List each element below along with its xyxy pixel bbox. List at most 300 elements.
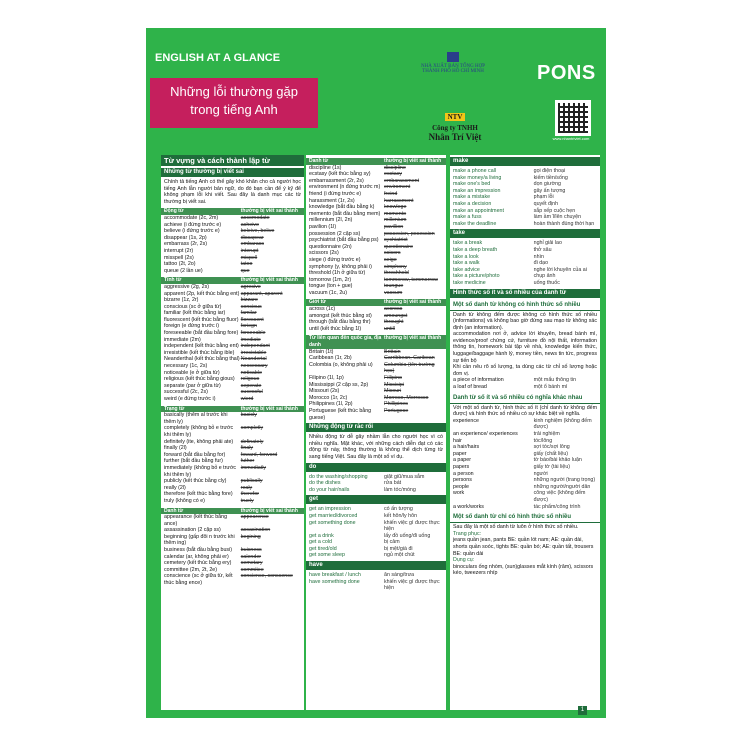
c1-3-correct-spelling: committee (2m, 2t, 2e) bbox=[164, 566, 217, 573]
c1-1-wrong-spelling: foriegn bbox=[240, 323, 257, 330]
series-label: ENGLISH AT A GLANCE bbox=[155, 52, 281, 64]
page-number: 1 bbox=[578, 706, 587, 715]
verb-get-row bbox=[306, 506, 446, 513]
diff-row bbox=[450, 490, 600, 503]
c1-1-table-row bbox=[161, 284, 304, 291]
verb-have-meaning: khiến việc gì được thực hiện bbox=[384, 578, 440, 592]
c2-0-wrong-spelling: seige bbox=[384, 256, 397, 263]
diff-meaning: tờ báo/bài khảo luận bbox=[533, 457, 582, 464]
c2-0-table-row bbox=[306, 178, 446, 185]
take-term: take a deep breath bbox=[453, 246, 498, 253]
take-group bbox=[450, 229, 600, 286]
c2-1-wrong-spelling: amoungst bbox=[384, 312, 408, 319]
c2-0-wrong-spelling: embarassment bbox=[384, 177, 420, 184]
column-3 bbox=[450, 155, 600, 710]
c2-0-wrong-spelling: questionaire bbox=[384, 243, 413, 250]
c1-0-table-row bbox=[161, 215, 304, 222]
unit-meaning: một mẩu thông tin bbox=[533, 377, 577, 384]
c2-2-header-col1: Từ liên quan đến quốc gia, địa danh bbox=[309, 335, 382, 349]
c1-0-table-header bbox=[161, 208, 304, 215]
c1-0-table-row bbox=[161, 255, 304, 262]
c2-0-wrong-spelling: tommorow, tommorrow bbox=[384, 276, 438, 283]
c1-2-correct-spelling: definitely (ite, không phải ate) bbox=[164, 438, 234, 445]
c1-0-wrong-spelling: acheive bbox=[240, 221, 259, 228]
verb-do-meaning: giặt giũ/mua sắm bbox=[384, 473, 425, 480]
make-term: make the deadline bbox=[453, 220, 497, 227]
c2-0-table-row bbox=[306, 244, 446, 251]
diff-row bbox=[450, 464, 600, 471]
c1-3-correct-spelling: cemetery (kết thúc bằng ery) bbox=[164, 560, 232, 567]
verb-get-row bbox=[306, 552, 446, 559]
plural-paragraph-4: Sau đây là một số danh từ luôn ở hình thức số nhiều. bbox=[453, 524, 579, 531]
c1-1-wrong-spelling: forseeable bbox=[240, 330, 266, 337]
c1-2-wrong-spelling: publically bbox=[240, 478, 263, 485]
c2-0-correct-spelling: discipline (1s) bbox=[309, 164, 342, 171]
c1-1-table-row bbox=[161, 383, 304, 390]
c2-2-correct-spelling: Colombia (o, không phải u) bbox=[309, 361, 373, 368]
diff-meaning: trải nghiệm bbox=[533, 431, 560, 437]
c2-2-correct-spelling: Philippines (1l, 2p) bbox=[309, 401, 353, 408]
c1-0-wrong-spelling: dissapear bbox=[240, 234, 264, 241]
c1-1-table-row bbox=[161, 396, 304, 403]
diff-term: a work/works bbox=[453, 503, 484, 510]
c2-2-table-row bbox=[306, 382, 446, 389]
c1-3-header-col1: Danh từ bbox=[164, 507, 184, 514]
c1-3-wrong-spelling: assasination bbox=[240, 527, 271, 534]
c1-0-table-row bbox=[161, 261, 304, 268]
diff-term: a hair/hairs bbox=[453, 444, 480, 451]
diff-term: papers bbox=[453, 463, 470, 470]
c2-0-wrong-spelling: simphony bbox=[384, 263, 407, 270]
make-term: make a phone call bbox=[453, 168, 496, 174]
make-meaning: hoàn thành đúng thời hạn bbox=[533, 220, 595, 227]
meaning-diff-rows bbox=[450, 418, 600, 510]
c2-2-wrong-spelling: Misouri bbox=[384, 388, 402, 395]
make-meaning: quyết định bbox=[533, 200, 559, 207]
c1-1-correct-spelling: Neanderthal (kết thúc bằng thal) bbox=[164, 356, 240, 363]
c1-2-table-row bbox=[161, 412, 304, 425]
c2-0-wrong-spelling: toungue bbox=[384, 283, 404, 290]
c1-2-wrong-spelling: foward, forword bbox=[240, 451, 278, 458]
c1-1-correct-spelling: fluorescent (kết thúc bằng fluor) bbox=[164, 316, 239, 323]
c1-3-wrong-spelling: appearence bbox=[240, 514, 269, 521]
verb-do-term: do the dishes bbox=[309, 480, 341, 487]
verb-get-term: get something done bbox=[309, 519, 356, 526]
c1-3-wrong-spelling: buisness bbox=[240, 547, 262, 554]
c1-2-table-row bbox=[161, 498, 304, 505]
brand-logo: PONS bbox=[537, 62, 596, 84]
verb-get-meaning: kết hôn/ly hôn bbox=[384, 512, 418, 519]
verb-get-term: get some sleep bbox=[309, 552, 345, 559]
diff-meaning: tác phẩm/công trình bbox=[533, 503, 581, 510]
c1-0-header-col1: Động từ bbox=[164, 208, 184, 215]
c1-0-correct-spelling: accommodate (2c, 2m) bbox=[164, 214, 219, 221]
diff-meaning: công việc (không đếm được) bbox=[533, 490, 586, 503]
c2-0-wrong-spelling: enviroment bbox=[384, 184, 411, 191]
c1-0-wrong-spelling: accomodate bbox=[240, 214, 270, 221]
intro-paragraph: Chính tả tiếng Anh có thể gây khó khăn cho cả người học tiếng Anh lẫn người bản ngữ, do đó bạn cần để ý kỹ để không phạm lỗi khi viết. Sau đây là danh mục các từ thường bị viết sai. bbox=[164, 179, 301, 205]
c1-3-correct-spelling: conscience (sc ở giữa từ, kết thúc bằng ence) bbox=[164, 573, 233, 587]
c1-0-correct-spelling: interrupt (2r) bbox=[164, 247, 194, 254]
c1-1-wrong-spelling: bizzare bbox=[240, 297, 258, 304]
c1-1-table-row bbox=[161, 297, 304, 304]
c1-1-correct-spelling: successful (2c, 2s) bbox=[164, 389, 208, 396]
c1-1-table-row bbox=[161, 310, 304, 317]
c1-1-header-col1: Tính từ bbox=[164, 277, 182, 284]
section-title: Từ vựng và cách thành lập từ bbox=[161, 155, 304, 166]
verb-do-row bbox=[306, 480, 446, 487]
make-meaning: gây ấn tượng bbox=[533, 187, 566, 194]
c1-0-correct-spelling: disappear (1s, 2p) bbox=[164, 234, 207, 241]
c2-0-correct-spelling: embarrassment (2r, 2s) bbox=[309, 177, 364, 184]
c1-2-correct-spelling: completely (không bỏ e trước khi thêm ly) bbox=[164, 425, 234, 438]
verb-get-term: get tired/old bbox=[309, 545, 337, 552]
confusing-verbs-intro: Nhiều động từ dễ gây nhầm lẫn cho người học vì có nhiều nghĩa. Mặt khác, với những cách diễn đạt có các động từ này, thông thường là không thể dịch từng từ sang tiếng Việt. Sau đây là một số ví dụ. bbox=[309, 434, 443, 460]
c2-0-table-row bbox=[306, 270, 446, 277]
verb-do-meaning: làm tóc/móng bbox=[384, 486, 416, 493]
take-row bbox=[450, 280, 600, 287]
tools-label: Dụng cụ: bbox=[453, 557, 475, 564]
c1-1-correct-spelling: foreign (e đứng trước i) bbox=[164, 323, 220, 330]
diff-meaning: tóc/lông bbox=[533, 437, 553, 444]
make-term: make money/a living bbox=[453, 174, 502, 181]
plural-paragraph-3: Với một số danh từ, hình thức số ít (chỉ danh từ không đếm được) và hình thức số nhiều có sự khác biệt về nghĩa. bbox=[453, 404, 597, 418]
c2-0-wrong-spelling: knowlege bbox=[384, 204, 407, 211]
c1-1-correct-spelling: necessary (1c, 2s) bbox=[164, 363, 208, 370]
c1-2-table-row bbox=[161, 491, 304, 498]
c1-0-correct-spelling: tattoo (2t, 2o) bbox=[164, 261, 196, 268]
take-term: take a break bbox=[453, 240, 483, 247]
confusing-verbs-title: Những động từ rắc rối bbox=[306, 423, 446, 432]
c2-0-correct-spelling: memento (bắt đầu bằng mem) bbox=[309, 210, 381, 217]
c1-1-table-row bbox=[161, 343, 304, 350]
c2-0-wrong-spelling: sychiatrist bbox=[384, 237, 408, 244]
c1-1-table-row bbox=[161, 363, 304, 370]
c2-1-correct-spelling: amongst (kết thúc bằng st) bbox=[309, 312, 372, 319]
verb-have-row bbox=[306, 572, 446, 579]
c2-1-correct-spelling: through (bắt đầu bằng thr) bbox=[309, 319, 371, 326]
c2-2-wrong-spelling: Portugese bbox=[384, 407, 409, 414]
c1-1-table-row bbox=[161, 330, 304, 337]
c2-0-table-header bbox=[306, 158, 446, 165]
c1-0-correct-spelling: queue (2 lần ue) bbox=[164, 267, 203, 274]
c2-0-correct-spelling: tongue (ton + gue) bbox=[309, 283, 353, 290]
make-row bbox=[450, 214, 600, 221]
c1-1-correct-spelling: bizarre (1z, 2r) bbox=[164, 297, 199, 304]
c2-1-table-row bbox=[306, 326, 446, 333]
diff-term: experience bbox=[453, 417, 479, 424]
c1-2-wrong-spelling: definately bbox=[240, 438, 264, 445]
c1-1-table-header bbox=[161, 277, 304, 284]
plural-paragraph-2: Khi cần nêu rõ số lượng, ta dùng các từ chỉ số lượng hoặc đơn vị. bbox=[453, 364, 597, 377]
spelling-tables bbox=[161, 208, 304, 586]
c1-3-wrong-spelling: calender bbox=[240, 553, 262, 560]
verb-group-title-have: have bbox=[306, 561, 446, 570]
c1-0-correct-spelling: achieve (i đứng trước e) bbox=[164, 221, 222, 228]
clothes-text: jeans quần jean, pants BE: quần lót nam; AE: quần dài, shorts quần soóc, tights BE: quần bó; AE: quần tất, trousers BE: quần dài bbox=[453, 537, 594, 557]
main-title-line1: Những lỗi thường gặp bbox=[170, 84, 298, 99]
c2-0-correct-spelling: questionnaire (2n) bbox=[309, 243, 352, 250]
c2-1-table-header bbox=[306, 299, 446, 306]
c1-2-table-row bbox=[161, 445, 304, 452]
diff-meaning: người bbox=[533, 470, 548, 477]
c1-2-header-col2: thường bị viết sai thành bbox=[240, 405, 298, 412]
c2-0-table-row bbox=[306, 237, 446, 244]
diff-term: a person bbox=[453, 470, 474, 477]
c1-2-table-row bbox=[161, 465, 304, 478]
c2-0-wrong-spelling: vaccum bbox=[384, 289, 403, 296]
company-logo bbox=[420, 106, 490, 142]
c1-0-correct-spelling: misspell (2s) bbox=[164, 254, 194, 261]
c1-3-wrong-spelling: begining bbox=[240, 533, 261, 540]
c1-0-table-row bbox=[161, 228, 304, 235]
make-row bbox=[450, 221, 600, 228]
c2-2-table-row bbox=[306, 355, 446, 362]
c1-3-table-row bbox=[161, 527, 304, 534]
c1-0-header-col2: thường bị viết sai thành bbox=[240, 208, 298, 215]
c1-2-wrong-spelling: futher bbox=[240, 458, 255, 465]
c1-3-wrong-spelling: cemetary bbox=[240, 560, 263, 567]
c2-2-wrong-spelling: Carribbean, Caribean bbox=[384, 355, 435, 362]
make-term: make a fuss bbox=[453, 214, 482, 221]
c1-2-wrong-spelling: completly bbox=[240, 425, 264, 432]
c1-1-wrong-spelling: seperate bbox=[240, 382, 262, 389]
main-title bbox=[150, 78, 318, 128]
c1-3-correct-spelling: calendar (ar, không phải er) bbox=[164, 553, 229, 560]
verb-do-meaning: rửa bát bbox=[384, 480, 402, 487]
take-title: take bbox=[450, 229, 600, 238]
qr-code-icon bbox=[555, 100, 591, 136]
unit-row bbox=[450, 384, 600, 391]
diff-term: a paper bbox=[453, 457, 471, 464]
c1-1-table-row bbox=[161, 389, 304, 396]
unit-term: a loaf of bread bbox=[453, 384, 487, 391]
column-1 bbox=[161, 155, 304, 710]
subsection-title: Những từ thường bị viết sai bbox=[161, 168, 304, 177]
uncountables-list: accommodation nơi ở, advice lời khuyên, bread bánh mì, evidence/proof chứng cứ, furniture đồ nội thất, information thông tin, homework bài tập về nhà, knowledge kiến thức, luggage/baggage hành lý, money tiền, news tin tức, progress sự tiến bộ bbox=[453, 331, 597, 364]
c2-0-correct-spelling: harassment (1r, 2s) bbox=[309, 197, 355, 204]
c2-0-wrong-spelling: momento bbox=[384, 210, 407, 217]
c2-0-table-row bbox=[306, 290, 446, 297]
c1-2-table-row bbox=[161, 425, 304, 438]
column-2 bbox=[306, 155, 446, 710]
diff-row bbox=[450, 451, 600, 458]
c1-1-correct-spelling: familiar (kết thúc bằng iar) bbox=[164, 310, 226, 317]
c2-2-wrong-spelling: Phillipines bbox=[384, 401, 408, 408]
c2-0-table-row bbox=[306, 184, 446, 191]
c2-1-correct-spelling: until (kết thúc bằng 1l) bbox=[309, 325, 362, 332]
c2-1-header-col1: Giới từ bbox=[309, 299, 326, 306]
c2-2-correct-spelling: Britain (1t) bbox=[309, 348, 334, 355]
verb-get-term: get an impression bbox=[309, 506, 351, 513]
c1-2-header-col1: Trạng từ bbox=[164, 405, 185, 412]
c2-0-table-row bbox=[306, 283, 446, 290]
verb-do-row bbox=[306, 487, 446, 494]
c2-2-table-row bbox=[306, 375, 446, 382]
diff-term: people bbox=[453, 483, 469, 490]
diff-meaning: những người (trang trọng) bbox=[533, 477, 596, 484]
c2-2-wrong-spelling: Fillipino bbox=[384, 375, 402, 381]
diff-meaning: những người/người dân bbox=[533, 483, 591, 490]
verb-have-meaning: ăn sáng/trưa bbox=[384, 572, 415, 579]
c1-0-wrong-spelling: embarass bbox=[240, 241, 264, 248]
c1-3-correct-spelling: appearance (kết thúc bằng ance) bbox=[164, 514, 228, 527]
verb-do-row bbox=[306, 474, 446, 481]
c1-1-wrong-spelling: independant bbox=[240, 343, 270, 350]
c1-2-correct-spelling: truly (không có e) bbox=[164, 497, 205, 504]
take-meaning: uống thuốc bbox=[533, 279, 560, 286]
c1-1-wrong-spelling: concious bbox=[240, 303, 262, 310]
spelling-tables-2 bbox=[306, 158, 446, 421]
c1-1-correct-spelling: immediate (2m) bbox=[164, 336, 201, 343]
take-meaning: nhìn bbox=[533, 253, 544, 260]
company-line2: Nhân Trí Việt bbox=[428, 132, 482, 142]
c2-0-wrong-spelling: scisors bbox=[384, 250, 401, 257]
plural-subtitle-3: Một số danh từ chỉ có hình thức số nhiều bbox=[450, 513, 600, 523]
c1-1-wrong-spelling: imediate bbox=[240, 336, 261, 343]
diff-meaning: giấy tờ (tài liệu) bbox=[533, 463, 571, 470]
publisher-line2: THÀNH PHỐ HỒ CHÍ MINH bbox=[422, 69, 484, 74]
c2-1-table-row bbox=[306, 319, 446, 326]
c1-1-correct-spelling: noticeable (e ở giữa từ) bbox=[164, 369, 220, 376]
verb-groups bbox=[306, 463, 446, 592]
c2-2-header-col2: thường bị viết sai thành bbox=[384, 335, 442, 342]
make-row bbox=[450, 188, 600, 195]
c2-0-correct-spelling: millennium (2l, 2n) bbox=[309, 217, 353, 224]
verb-group-title-do: do bbox=[306, 463, 446, 472]
c1-2-correct-spelling: finally (2l) bbox=[164, 445, 187, 452]
verb-get-row bbox=[306, 539, 446, 546]
main-title-line2: trong tiếng Anh bbox=[190, 102, 278, 117]
verb-do-term: do your hair/nails bbox=[309, 486, 350, 493]
c2-0-wrong-spelling: possesion, posession bbox=[384, 230, 435, 237]
diff-term: persons bbox=[453, 477, 472, 484]
make-title: make bbox=[450, 157, 600, 166]
c1-1-wrong-spelling: noticable bbox=[240, 369, 262, 376]
unit-rows bbox=[450, 377, 600, 390]
c1-0-table-row bbox=[161, 222, 304, 229]
c2-0-correct-spelling: possession (2 cặp ss) bbox=[309, 230, 361, 237]
c1-2-correct-spelling: therefore (kết thúc bằng fore) bbox=[164, 491, 233, 498]
make-meaning: dọn giường bbox=[533, 181, 561, 188]
c2-2-wrong-spelling: Missisipi bbox=[384, 381, 405, 388]
c2-2-correct-spelling: Morocco (1r, 2c) bbox=[309, 394, 348, 401]
make-row bbox=[450, 181, 600, 188]
clothes-block bbox=[450, 531, 600, 577]
c2-0-header-col2: thường bị viết sai thành bbox=[384, 158, 442, 164]
c1-2-correct-spelling: really (2l) bbox=[164, 484, 186, 491]
c1-1-correct-spelling: irresistible (kết thúc bằng ible) bbox=[164, 349, 235, 356]
take-row bbox=[450, 247, 600, 254]
diff-term: paper bbox=[453, 450, 467, 457]
c2-0-correct-spelling: ecstasy (kết thúc bằng sy) bbox=[309, 171, 371, 178]
c1-1-wrong-spelling: Neandertal bbox=[240, 356, 267, 363]
c1-3-table-row bbox=[161, 514, 304, 527]
take-meaning: đi dạo bbox=[533, 260, 549, 267]
c1-0-table-row bbox=[161, 235, 304, 242]
make-term: make an impression bbox=[453, 187, 501, 194]
make-row bbox=[450, 168, 600, 175]
c2-0-correct-spelling: environment (n đứng trước m) bbox=[309, 184, 381, 191]
c1-0-correct-spelling: embarrass (2r, 2s) bbox=[164, 241, 207, 248]
c1-2-wrong-spelling: basicly bbox=[240, 412, 257, 419]
take-meaning: nghe lời khuyên của ai bbox=[533, 266, 587, 273]
c1-2-table-row bbox=[161, 458, 304, 465]
diff-row bbox=[450, 444, 600, 451]
c1-2-table-row bbox=[161, 439, 304, 446]
c2-0-wrong-spelling: freind bbox=[384, 190, 398, 197]
c1-3-table-row bbox=[161, 547, 304, 554]
diff-row bbox=[450, 431, 600, 438]
c1-2-correct-spelling: basically (thêm al trước khi thêm ly) bbox=[164, 412, 228, 425]
make-meaning: gọi điện thoại bbox=[533, 168, 566, 174]
c2-0-correct-spelling: pavilion (1l) bbox=[309, 223, 337, 230]
c1-2-wrong-spelling: finaly bbox=[240, 445, 254, 452]
make-row bbox=[450, 208, 600, 215]
c2-0-wrong-spelling: millenium bbox=[384, 217, 407, 224]
verb-get-meaning: ngủ một chút bbox=[384, 552, 415, 559]
plural-section-title: Hình thức số ít và số nhiều của danh từ bbox=[450, 289, 600, 298]
take-row bbox=[450, 254, 600, 261]
c2-0-wrong-spelling: ecstacy bbox=[384, 171, 402, 178]
c1-1-table-row bbox=[161, 376, 304, 383]
verb-have-term: have breakfast / lunch bbox=[309, 572, 361, 579]
c1-1-correct-spelling: apparent (2p, kết thúc bằng ent) bbox=[164, 290, 240, 297]
diff-row bbox=[450, 471, 600, 478]
verb-have-term: have something done bbox=[309, 578, 360, 585]
c1-1-wrong-spelling: neccessary bbox=[240, 363, 268, 370]
c2-2-wrong-spelling: Morroco, Morrocco bbox=[384, 394, 429, 401]
c1-3-wrong-spelling: concience, conscence bbox=[240, 573, 293, 580]
take-row bbox=[450, 267, 600, 274]
c1-1-correct-spelling: conscious (sc ở giữa từ) bbox=[164, 303, 222, 310]
diff-row bbox=[450, 477, 600, 484]
c2-2-table-row bbox=[306, 401, 446, 408]
verb-do-term: do the washing/shopping bbox=[309, 473, 368, 480]
publisher-line1: NHÀ XUẤT BẢN TỔNG HỢP bbox=[421, 64, 485, 69]
c2-0-correct-spelling: siege (i đứng trước e) bbox=[309, 256, 361, 263]
take-term: take medicine bbox=[453, 279, 486, 286]
plural-subtitle-1: Một số danh từ không có hình thức số nhiều bbox=[450, 301, 600, 311]
c1-0-table-row bbox=[161, 268, 304, 275]
c1-2-wrong-spelling: immediatly bbox=[240, 464, 267, 471]
c2-2-correct-spelling: Missouri (2s) bbox=[309, 388, 340, 395]
c2-2-correct-spelling: Mississippi (2 cặp ss, 2p) bbox=[309, 381, 369, 388]
make-row bbox=[450, 175, 600, 182]
c2-0-correct-spelling: tomorrow (1m, 2r) bbox=[309, 276, 352, 283]
c1-1-table-row bbox=[161, 356, 304, 363]
c1-0-table-row bbox=[161, 241, 304, 248]
c1-3-table-row bbox=[161, 534, 304, 547]
c2-0-table-row bbox=[306, 171, 446, 178]
take-row bbox=[450, 240, 600, 247]
c2-1-table-row bbox=[306, 306, 446, 313]
verb-get-term: get a drink bbox=[309, 532, 334, 539]
verb-get-row bbox=[306, 533, 446, 540]
take-meaning: thở sâu bbox=[533, 246, 552, 253]
diff-row bbox=[450, 457, 600, 464]
c2-1-correct-spelling: across (1c) bbox=[309, 306, 336, 313]
diff-term: an experience/ experiences bbox=[453, 431, 518, 437]
c1-1-table-row bbox=[161, 291, 304, 298]
c2-0-table-row bbox=[306, 250, 446, 257]
c2-1-wrong-spelling: throught bbox=[384, 319, 404, 326]
publisher-mark-icon bbox=[447, 52, 459, 62]
take-row bbox=[450, 273, 600, 280]
make-term: make a mistake bbox=[453, 194, 491, 201]
c2-2-table-row bbox=[306, 349, 446, 356]
c2-2-correct-spelling: Portuguese (kết thúc bằng guese) bbox=[309, 407, 372, 421]
